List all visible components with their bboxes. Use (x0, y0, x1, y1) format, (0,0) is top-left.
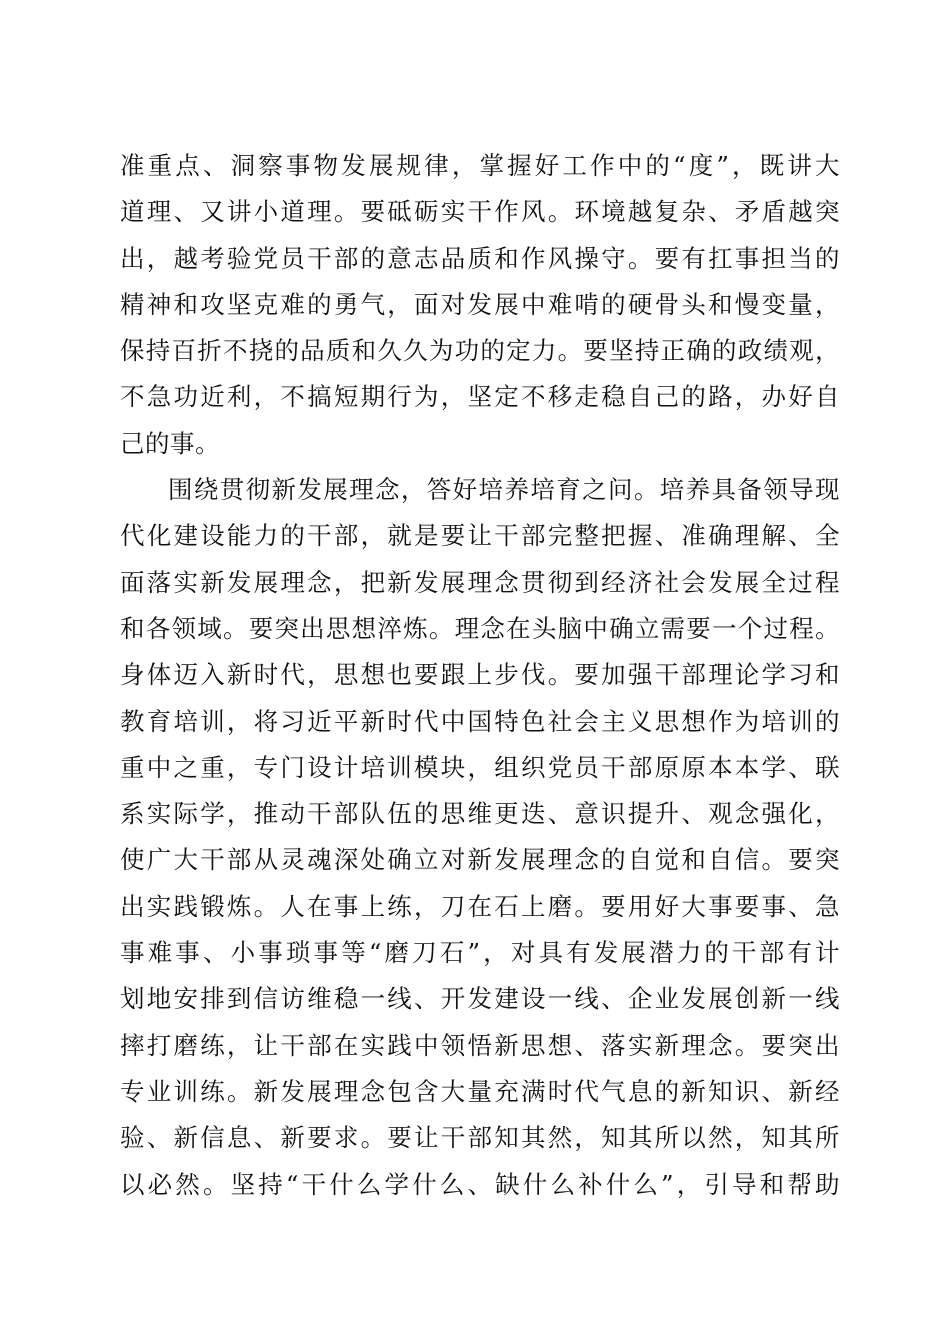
text-line: 身体迈入新时代，思想也要跟上步伐。要加强干部理论学习和 (120, 660, 840, 690)
text-line: 出实践锻炼。人在事上练，刀在石上磨。要用好大事要事、急 (120, 891, 840, 921)
text-line: 重中之重，专门设计培训模块，组织党员干部原原本本学、联 (120, 752, 840, 782)
text-line: 出，越考验党员干部的意志品质和作风操守。要有扛事担当的 (120, 243, 840, 273)
text-line: 验、新信息、新要求。要让干部知其然，知其所以然，知其所 (120, 1123, 840, 1153)
text-line: 面落实新发展理念，把新发展理念贯彻到经济社会发展全过程 (120, 567, 840, 597)
text-line: 教育培训，将习近平新时代中国特色社会主义思想作为培训的 (120, 706, 840, 736)
text-line: 准重点、洞察事物发展规律，掌握好工作中的“度”，既讲大 (120, 151, 840, 180)
text-line: 围绕贯彻新发展理念，答好培养培育之问。培养具备领导现 (168, 475, 840, 505)
text-line: 和各领域。要突出思想淬炼。理念在头脑中确立需要一个过程。 (120, 613, 840, 643)
text-line: 保持百折不挠的品质和久久为功的定力。要坚持正确的政绩观， (120, 336, 840, 366)
text-line: 系实际学，推动干部队伍的思维更迭、意识提升、观念强化， (120, 799, 840, 829)
text-line: 不急功近利，不搞短期行为，坚定不移走稳自己的路，办好自 (120, 382, 840, 412)
text-line: 道理、又讲小道理。要砥砺实干作风。环境越复杂、矛盾越突 (120, 197, 840, 227)
text-line: 专业训练。新发展理念包含大量充满时代气息的新知识、新经 (120, 1076, 840, 1106)
text-line: 己的事。 (120, 428, 220, 458)
text-line: 事难事、小事琐事等“磨刀石”，对具有发展潜力的干部有计 (120, 938, 840, 968)
text-line: 摔打磨练，让干部在实践中领悟新思想、落实新理念。要突出 (120, 1030, 840, 1060)
text-line: 使广大干部从灵魂深处确立对新发展理念的自觉和自信。要突 (120, 845, 840, 875)
text-line: 划地安排到信访维稳一线、开发建设一线、企业发展创新一线 (120, 984, 840, 1014)
text-line: 以必然。坚持“干什么学什么、缺什么补什么”，引导和帮助 (120, 1169, 840, 1199)
text-line: 精神和攻坚克难的勇气，面对发展中难啃的硬骨头和慢变量， (120, 289, 840, 319)
body-text (120, 143, 840, 1208)
text-line: 代化建设能力的干部，就是要让干部完整把握、准确理解、全 (120, 521, 840, 551)
